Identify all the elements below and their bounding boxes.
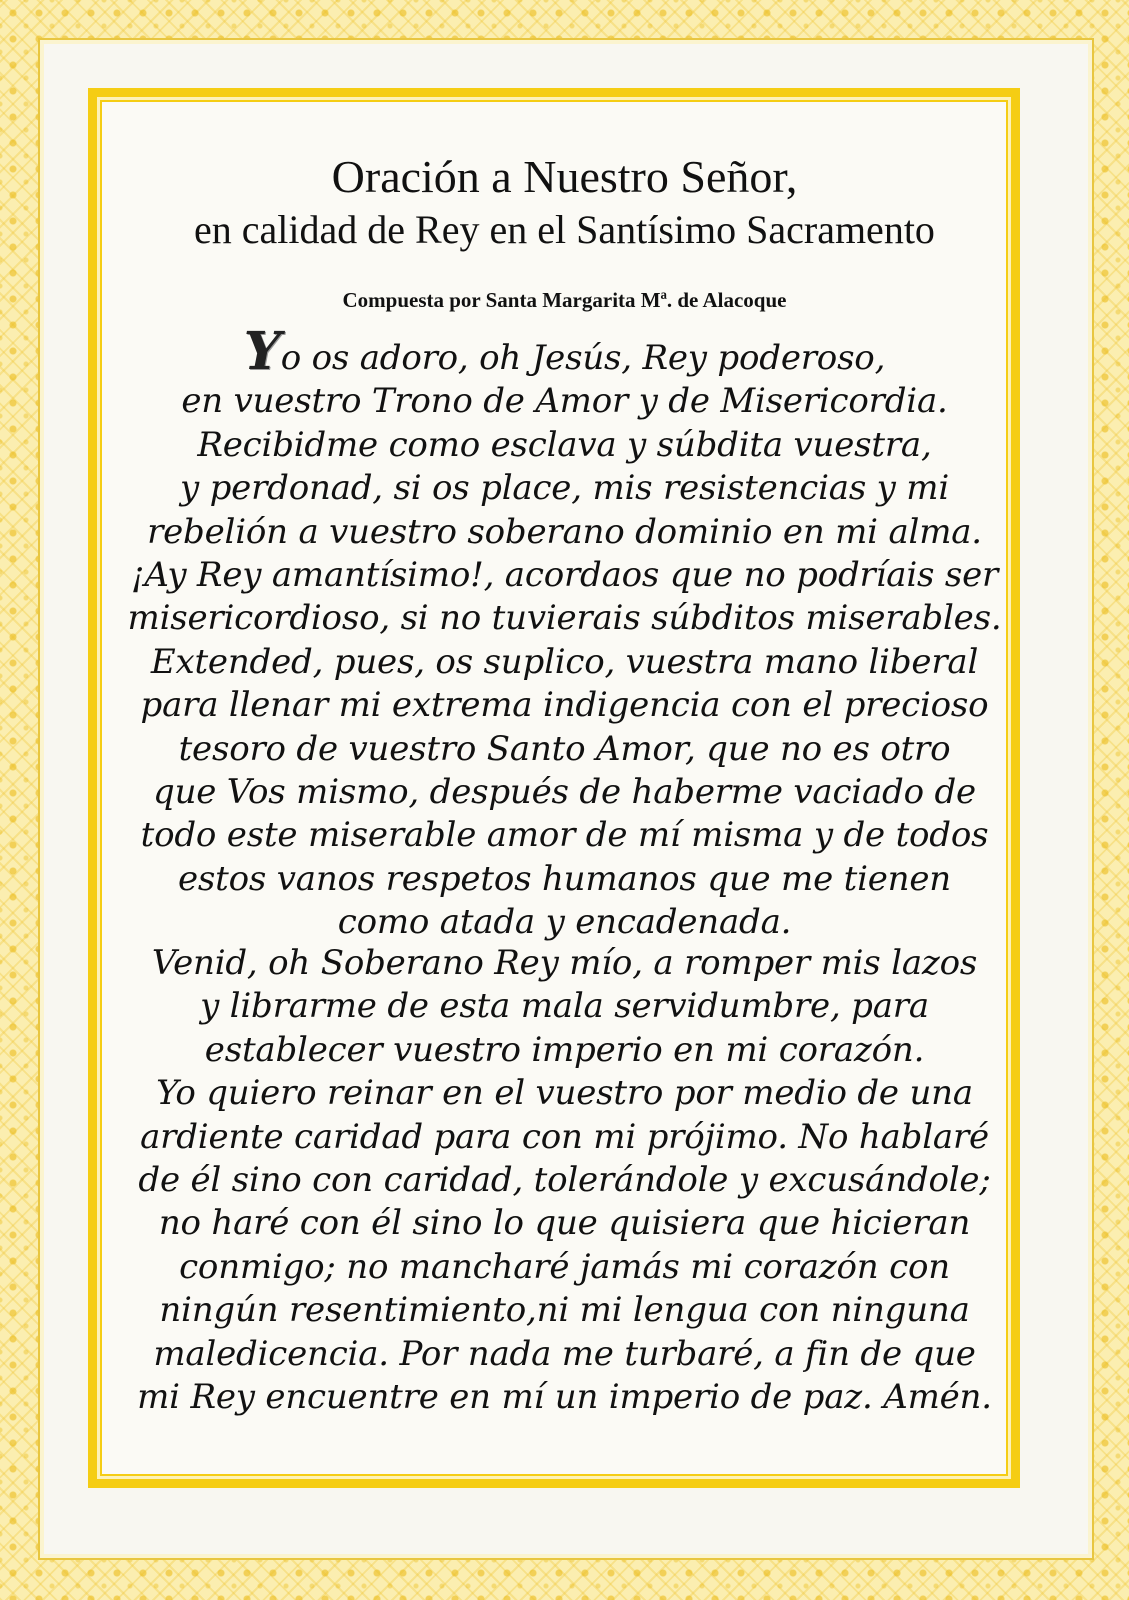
page-title: Oración a Nuestro Señor, xyxy=(331,151,798,202)
prayer-line: maledicencia. Por nada me turbaré, a fin de que xyxy=(153,1333,976,1374)
prayer-paragraph-2 xyxy=(100,942,1029,1419)
prayer-line: para llenar mi extrema indigencia con el precioso xyxy=(140,685,989,726)
prayer-line: y librarme de esta mala servidumbre, para xyxy=(200,986,929,1027)
prayer-line: tesoro de vuestro Santo Amor, que no es otro xyxy=(178,728,951,769)
drop-cap: Y xyxy=(243,321,281,382)
prayer-line: Yo quiero reinar en el vuestro por medio de una xyxy=(156,1073,973,1114)
prayer-line: no haré con él sino lo que quisiera que hicieran xyxy=(158,1203,971,1244)
prayer-line: conmigo; no mancharé jamás mi corazón con xyxy=(179,1246,950,1287)
prayer-line: y perdonad, si os place, mis resistencias y mi xyxy=(179,468,950,509)
prayer-line: todo este miserable amor de mí misma y de todos xyxy=(140,815,989,856)
prayer-line: misericordioso, si no tuvierais súbditos miserables. xyxy=(127,598,1002,639)
prayer-line: ardiente caridad para con mi prójimo. No hablaré xyxy=(140,1116,989,1157)
prayer-line-text: o os adoro, oh Jesús, Rey poderoso, xyxy=(280,338,886,378)
author-line: Compuesta por Santa Margarita Mª. de Alacoque xyxy=(342,288,787,312)
prayer-line: Venid, oh Soberano Rey mío, a romper mis lazos xyxy=(151,943,978,983)
prayer-paragraph-1 xyxy=(100,321,1029,945)
prayer-line: ¡Ay Rey amantísimo!, acordaos que no podríais ser xyxy=(130,555,999,596)
prayer-line: Extended, pues, os suplico, vuestra mano liberal xyxy=(150,641,979,682)
prayer-line: rebelión a vuestro soberano dominio en mi alma. xyxy=(147,511,982,552)
prayer-line: en vuestro Trono de Amor y de Misericordia. xyxy=(181,381,948,422)
page-subtitle: en calidad de Rey en el Santísimo Sacramento xyxy=(194,207,935,252)
prayer-line: establecer vuestro imperio en mi corazón. xyxy=(204,1029,925,1070)
prayer-line: estos vanos respetos humanos que me tienen xyxy=(177,858,952,899)
prayer-line: ningún resentimiento,ni mi lengua con ninguna xyxy=(159,1290,970,1331)
prayer-line: como atada y encadenada. xyxy=(337,902,792,943)
prayer-line: de él sino con caridad, tolerándole y excusándole; xyxy=(138,1160,991,1201)
prayer-line xyxy=(100,321,1029,382)
prayer-line: Recibidme como esclava y súbdita vuestra, xyxy=(197,424,932,465)
prayer-line: mi Rey encuentre en mí un imperio de paz. Amén. xyxy=(137,1377,992,1418)
prayer-line: que Vos mismo, después de haberme vaciado de xyxy=(153,772,976,813)
